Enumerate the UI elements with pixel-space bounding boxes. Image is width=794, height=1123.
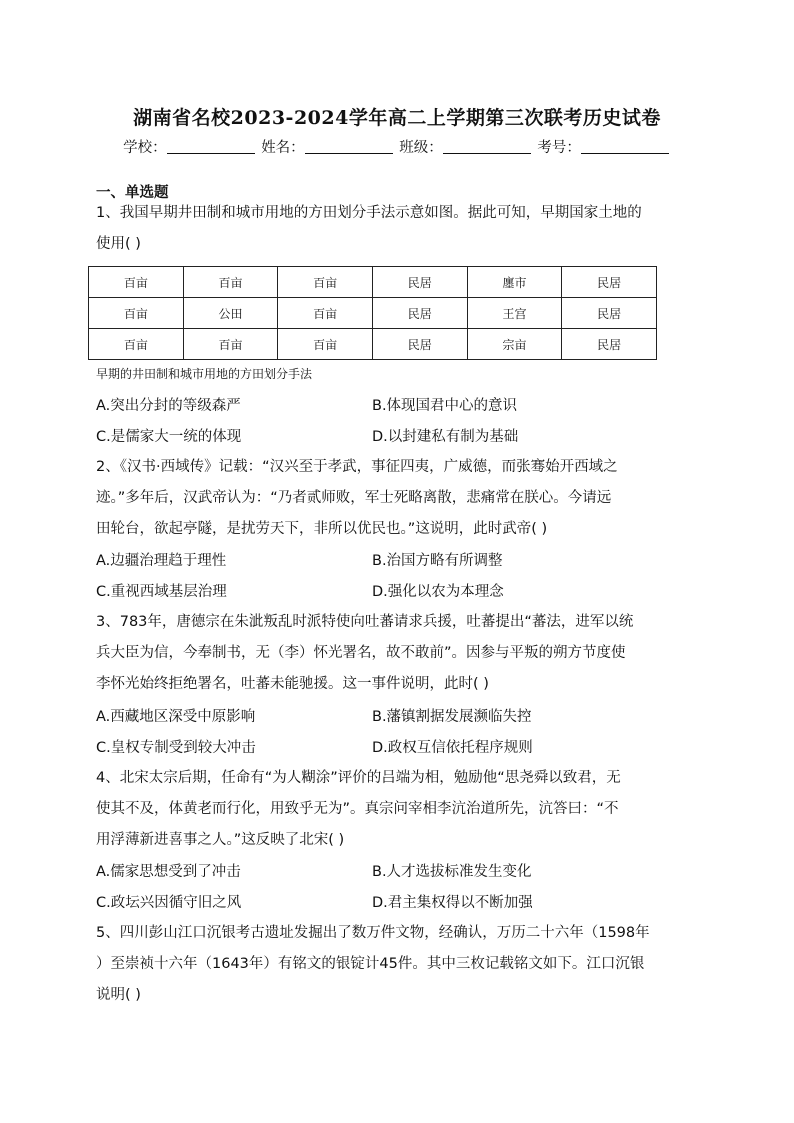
question-2-line-2: 迹。”多年后，汉武帝认为：“乃者贰师败，军士死略离散，悲痛常在朕心。今请远: [96, 490, 612, 506]
name-label: 姓名：: [261, 140, 305, 156]
table-cell: 百亩: [89, 329, 184, 360]
question-4-line-3: 用浮薄新进喜事之人。”这反映了北宋( ): [96, 832, 345, 848]
table-cell: 百亩: [89, 267, 184, 298]
q3-option-d[interactable]: D.政权互信依托程序规则: [372, 740, 533, 756]
q2-option-a[interactable]: A.边疆治理趋于理性: [96, 553, 227, 569]
q3-option-b[interactable]: B.藩镇割据发展濒临失控: [372, 709, 532, 725]
question-4-stem: [96, 763, 698, 856]
student-info-row: [0, 136, 794, 157]
question-3-line-3: 李怀光始终拒绝署名，吐蕃未能驰援。这一事件说明，此时( ): [96, 676, 489, 692]
question-2-line-1: 2、《汉书·西域传》记载：“汉兴至于孝武，事征四夷，广威德，而张骞始开西域之: [96, 459, 618, 475]
table-cell: 百亩: [183, 329, 278, 360]
question-2-line-3: 田轮台，欲起亭隧，是扰劳天下，非所以优民也。”这说明，此时武帝( ): [96, 521, 548, 537]
question-3-stem: [96, 607, 698, 700]
question-5-stem: [96, 918, 698, 1011]
land-division-table: [88, 266, 657, 360]
question-5-line-1: 5、四川彭山江口沉银考古遗址发掘出了数万件文物，经确认，万历二十六年（1598年: [96, 925, 650, 941]
page-title: 湖南省名校2023-2024学年高二上学期第三次联考历史试卷: [133, 107, 661, 129]
section-heading: 一、单选题: [96, 185, 169, 201]
q1-option-b[interactable]: B.体现国君中心的意识: [372, 398, 518, 414]
school-blank[interactable]: [167, 139, 255, 154]
name-blank[interactable]: [305, 139, 393, 154]
table-cell: 廛市: [467, 267, 562, 298]
q4-option-d[interactable]: D.君主集权得以不断加强: [372, 895, 533, 911]
number-label: 考号：: [537, 140, 581, 156]
table-cell: 百亩: [278, 329, 373, 360]
q1-option-c[interactable]: C.是儒家大一统的体现: [96, 429, 242, 445]
table-row: [89, 267, 657, 298]
question-3-line-1: 3、783年，唐德宗在朱泚叛乱时派特使向吐蕃请求兵援，吐蕃提出“蕃法，进军以统: [96, 614, 634, 630]
number-blank[interactable]: [581, 139, 669, 154]
school-label: 学校：: [123, 140, 167, 156]
q4-option-a[interactable]: A.儒家思想受到了冲击: [96, 864, 241, 880]
table-cell: 公田: [183, 298, 278, 329]
table-row: [89, 329, 657, 360]
class-label: 班级：: [399, 140, 443, 156]
table-cell: 民居: [562, 329, 657, 360]
question-4-line-2: 使其不及，体黄老而行化，用致乎无为”。真宗问宰相李沆治道所先，沆答曰：“不: [96, 801, 619, 817]
q2-option-b[interactable]: B.治国方略有所调整: [372, 553, 503, 569]
table-row: [89, 298, 657, 329]
question-1-line-1: 1、我国早期井田制和城市用地的方田划分手法示意如图。据此可知，早期国家土地的: [96, 205, 642, 221]
question-5-line-3: 说明( ): [96, 987, 141, 1003]
question-1-line-2: 使用( ): [96, 236, 141, 252]
table-cell: 百亩: [183, 267, 278, 298]
class-blank[interactable]: [443, 139, 531, 154]
table-cell: 百亩: [89, 298, 184, 329]
table-caption: 早期的井田制和城市用地的方田划分手法: [96, 367, 313, 381]
question-4-line-1: 4、北宋太宗后期，任命有“为人糊涂”评价的吕端为相，勉励他“思尧舜以致君，无: [96, 770, 621, 786]
question-1-stem: [96, 198, 698, 260]
table-cell: 民居: [372, 298, 467, 329]
question-3-line-2: 兵大臣为信，今奉制书，无（李）怀光署名，故不敢前”。因参与平叛的朔方节度使: [96, 645, 626, 661]
q2-option-d[interactable]: D.强化以农为本理念: [372, 584, 504, 600]
q1-option-a[interactable]: A.突出分封的等级森严: [96, 398, 241, 414]
table-cell: 百亩: [278, 267, 373, 298]
table-cell: 民居: [372, 329, 467, 360]
q2-option-c[interactable]: C.重视西域基层治理: [96, 584, 227, 600]
table-cell: 民居: [562, 267, 657, 298]
table-cell: 民居: [372, 267, 467, 298]
q3-option-a[interactable]: A.西藏地区深受中原影响: [96, 709, 256, 725]
table-cell: 宗亩: [467, 329, 562, 360]
q3-option-c[interactable]: C.皇权专制受到较大冲击: [96, 740, 256, 756]
question-2-stem: [96, 452, 698, 545]
q4-option-b[interactable]: B.人才选拔标准发生变化: [372, 864, 532, 880]
q4-option-c[interactable]: C.政坛兴因循守旧之风: [96, 895, 242, 911]
table-cell: 王宫: [467, 298, 562, 329]
table-cell: 民居: [562, 298, 657, 329]
table-cell: 百亩: [278, 298, 373, 329]
q1-option-d[interactable]: D.以封建私有制为基础: [372, 429, 519, 445]
question-5-line-2: ）至崇祯十六年（1643年）有铭文的银锭计45件。其中三枚记载铭文如下。江口沉银: [96, 956, 645, 972]
